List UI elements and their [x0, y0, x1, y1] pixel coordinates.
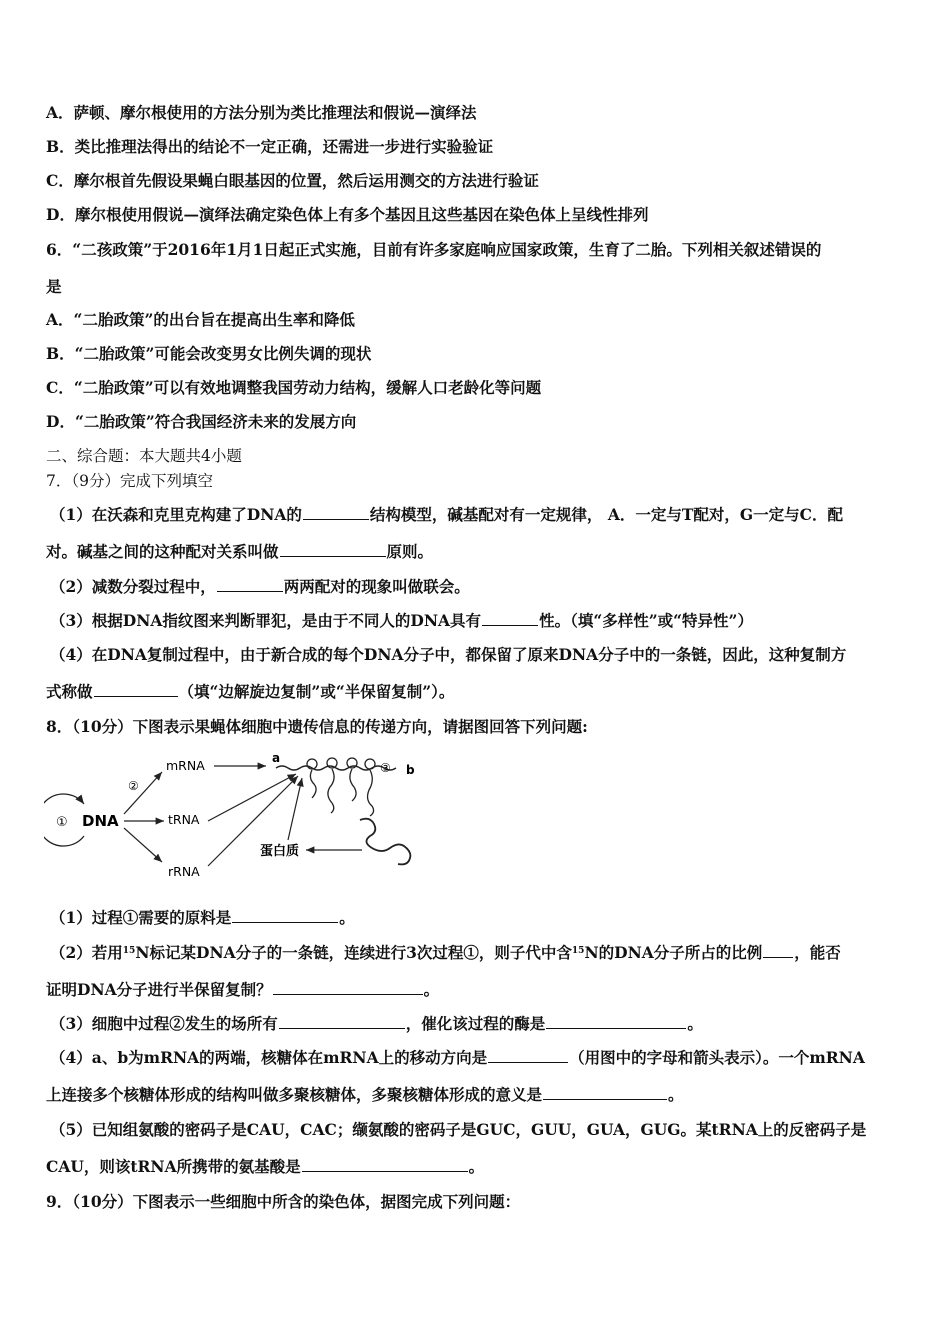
q8-p3-text-c: 。 — [687, 1014, 703, 1033]
answer-blank[interactable] — [482, 611, 538, 626]
protein-label: 蛋白质 — [260, 844, 300, 859]
q9-title: 9．（10分）下图表示一些细胞中所含的染色体，据图完成下列问题： — [46, 1192, 521, 1211]
q8-part1 — [50, 908, 910, 928]
q6-stem-cont: 是 — [46, 277, 62, 296]
answer-blank[interactable] — [279, 1014, 405, 1029]
q8-part2-cont — [46, 980, 910, 1000]
q7-p2-text-b: 两两配对的现象叫做联会。 — [283, 577, 470, 596]
q8-part3 — [50, 1014, 910, 1034]
answer-blank[interactable] — [217, 577, 283, 592]
q8-p1-text-a: （1）过程①需要的原料是 — [50, 908, 232, 927]
q6-stem: 6．“二孩政策”于2016年1月1日起正式实施，目前有许多家庭响应国家政策，生育了二胎。下列相关叙述错误的 — [46, 240, 822, 259]
q6-option-c: C．“二胎政策”可以有效地调整我国劳动力结构，缓解人口老龄化等问题 — [46, 378, 542, 397]
answer-blank[interactable] — [302, 1157, 468, 1172]
end-a-label: a — [272, 751, 281, 765]
answer-blank[interactable] — [488, 1048, 568, 1063]
superscript-15: 15 — [122, 946, 136, 956]
q7-part2 — [50, 577, 910, 597]
gene-expression-diagram — [44, 744, 424, 884]
dna-label: DNA — [82, 812, 119, 830]
q8-p2-text-f: 。 — [423, 980, 440, 999]
answer-blank[interactable] — [280, 542, 386, 557]
ribosomes — [307, 758, 375, 816]
answer-blank[interactable] — [273, 980, 423, 995]
q7-part1-cont — [46, 542, 910, 562]
answer-blank[interactable] — [94, 682, 178, 697]
q7-p4-text-c: （填“边解旋边复制”或“半保留复制”）。 — [178, 682, 455, 701]
q6-option-a: A．“二胎政策”的出台旨在提高出生率和降低 — [46, 310, 355, 329]
q8-p4-text-a: （4）a、b为mRNA的两端，核糖体在mRNA上的移动方向是 — [50, 1048, 488, 1067]
circle-3-label: ③ — [380, 761, 391, 775]
q5-option-b: B．类比推理法得出的结论不一定正确，还需进一步进行实验验证 — [46, 137, 494, 156]
q8-p2-text-c: N的DNA分子所占的比例 — [584, 943, 763, 962]
mrna-label: mRNA — [166, 758, 205, 773]
q8-p2-text-a: （2）若用 — [50, 943, 123, 962]
arrow-protein-to-ribosome — [288, 778, 302, 840]
answer-blank[interactable] — [763, 943, 793, 958]
answer-blank[interactable] — [303, 505, 369, 520]
q6-option-d: D．“二胎政策”符合我国经济未来的发展方向 — [46, 412, 357, 431]
q7-p1-text-c: 对。碱基之间的这种配对关系叫做 — [46, 542, 279, 561]
q8-p5-text-b: CAU，则该tRNA所携带的氨基酸是 — [46, 1157, 301, 1176]
q8-part2 — [50, 943, 910, 963]
q7-part4: （4）在DNA复制过程中，由于新合成的每个DNA分子中，都保留了原来DNA分子中的一条链，因此，这种复制方 — [50, 645, 847, 664]
rrna-label: rRNA — [168, 864, 200, 879]
q8-p4-text-b: （用图中的字母和箭头表示）。一个mRNA — [569, 1048, 865, 1067]
answer-blank[interactable] — [546, 1014, 686, 1029]
q7-part3 — [50, 611, 910, 631]
section-heading: 二、综合题：本大题共4小题 — [46, 447, 242, 465]
protein-chain — [360, 819, 410, 865]
q7-p4-text-b: 式称做 — [46, 682, 93, 701]
q8-title: 8．（10分）下图表示果蝇体细胞中遗传信息的传递方向，请据图回答下列问题: — [46, 717, 588, 736]
arrow-trna-to-ribosome — [208, 774, 296, 821]
q7-p1-text-a: （1）在沃森和克里克构建了DNA的 — [50, 505, 302, 524]
q6-option-b: B．“二胎政策”可能会改变男女比例失调的现状 — [46, 344, 372, 363]
q8-p2-text-b: N标记某DNA分子的一条链，连续进行3次过程①，则子代中含 — [135, 943, 572, 962]
answer-blank[interactable] — [232, 908, 338, 923]
q7-part1 — [50, 505, 910, 525]
q7-p1-text-d: 原则。 — [386, 542, 434, 561]
q7-p1-text-b: 结构模型，碱基配对有一定规律， A．一定与T配对，G一定与C．配 — [369, 505, 843, 524]
q8-p1-text-b: 。 — [339, 908, 355, 927]
q7-p2-text-a: （2）减数分裂过程中， — [50, 577, 216, 596]
q8-part5: （5）已知组氨酸的密码子是CAU，CAC；缬氨酸的密码子是GUC，GUU，GUA，GUG。某tRNA上的反密码子是 — [50, 1120, 867, 1139]
answer-blank[interactable] — [543, 1085, 667, 1100]
q7-p3-text-a: （3）根据DNA指纹图来判断罪犯，是由于不同人的DNA具有 — [50, 611, 482, 630]
q8-part4 — [50, 1048, 910, 1068]
q8-p3-text-a: （3）细胞中过程②发生的场所有 — [50, 1014, 278, 1033]
arrow-to-rrna — [124, 828, 162, 862]
end-b-label: b — [406, 763, 415, 777]
superscript-15: 15 — [571, 946, 585, 956]
q8-part5-cont — [46, 1157, 910, 1177]
q8-p4-text-c: 上连接多个核糖体形成的结构叫做多聚核糖体，多聚核糖体形成的意义是 — [46, 1085, 543, 1104]
q8-part4-cont — [46, 1085, 910, 1105]
q8-p4-text-d: 。 — [668, 1085, 684, 1104]
q5-option-d: D．摩尔根使用假说—演绎法确定染色体上有多个基因且这些基因在染色体上呈线性排列 — [46, 205, 649, 224]
q8-p3-text-b: ，催化该过程的酶是 — [405, 1014, 546, 1033]
trna-label: tRNA — [168, 812, 200, 827]
q8-p2-text-d: ，能否 — [794, 943, 841, 962]
q5-option-a: A．萨顿、摩尔根使用的方法分别为类比推理法和假说—演绎法 — [46, 103, 477, 122]
circle-2-label: ② — [128, 779, 139, 793]
q7-p3-text-b: 性。（填“多样性”或“特异性”） — [539, 611, 753, 630]
q5-option-c: C．摩尔根首先假设果蝇白眼基因的位置，然后运用测交的方法进行验证 — [46, 171, 539, 190]
circle-1-label: ① — [56, 815, 68, 830]
q7-part4-cont — [46, 682, 910, 702]
q8-p5-text-c: 。 — [468, 1157, 485, 1176]
q8-p2-text-e: 证明DNA分子进行半保留复制？ — [46, 980, 272, 999]
q7-title: 7．（9分）完成下列填空 — [46, 472, 213, 490]
